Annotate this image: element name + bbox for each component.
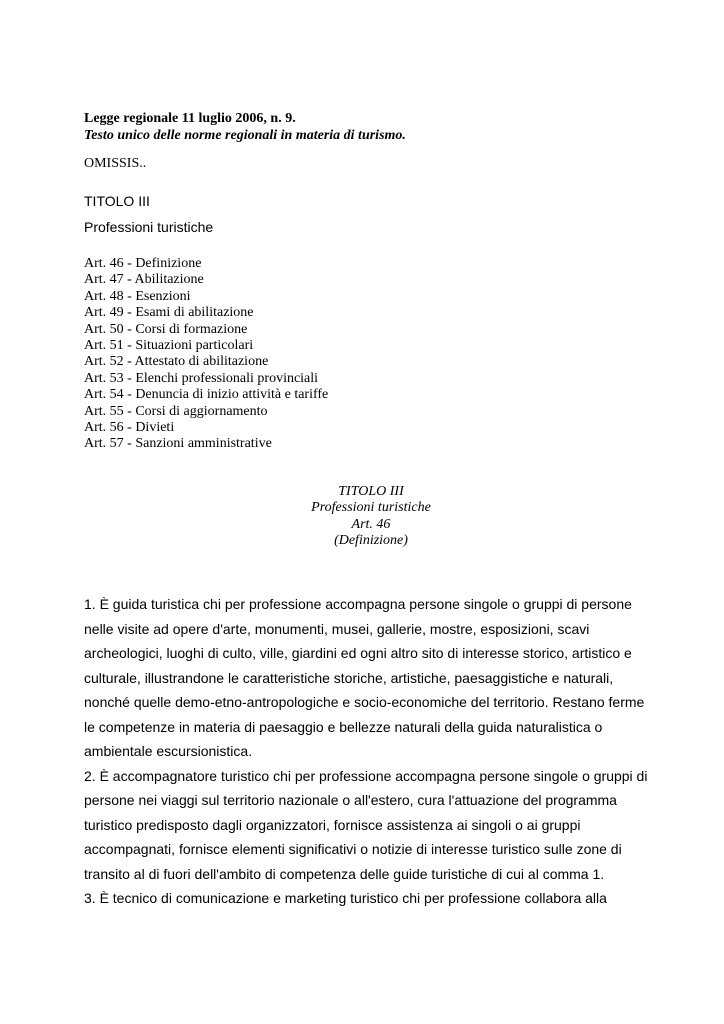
toc-item: Art. 49 - Esami di abilitazione bbox=[84, 305, 254, 321]
body-line: turistico predisposto dagli organizzatori, fornisce assistenza ai singoli o ai gruppi bbox=[84, 816, 581, 833]
body-line: 2. È accompagnatore turistico chi per professione accompagna persone singole o gruppi di bbox=[84, 767, 648, 784]
toc-item: Art. 54 - Denuncia di inizio attività e tariffe bbox=[84, 387, 329, 403]
toc-item: Art. 46 - Definizione bbox=[84, 256, 202, 271]
toc-item: Art. 57 - Sanzioni amministrative bbox=[84, 436, 272, 452]
toc-item: Art. 48 - Esenzioni bbox=[84, 288, 191, 304]
body-line: nonché quelle demo-etno-antropologiche e socio-economiche del territorio. Restano ferme bbox=[84, 694, 645, 710]
toc-item: Art. 56 - Divieti bbox=[84, 419, 175, 435]
toc-item: Art. 47 - Abilitazione bbox=[84, 272, 204, 288]
article-heading-titolo: TITOLO III bbox=[338, 484, 404, 499]
article-heading-caption: (Definizione) bbox=[334, 533, 408, 549]
body-line: archeologici, luoghi di culto, ville, giardini ed ogni altro sito di interesse storico, artistico e bbox=[84, 645, 632, 661]
article-heading-name: Professioni turistiche bbox=[311, 500, 431, 516]
section-title: TITOLO III bbox=[84, 193, 150, 209]
body-line: 1. È guida turistica chi per professione accompagna persone singole o gruppi di persone bbox=[84, 596, 632, 612]
section-name: Professioni turistiche bbox=[84, 219, 214, 235]
article-heading bbox=[0, 484, 724, 550]
law-subtitle: Testo unico delle norme regionali in materia di turismo. bbox=[84, 128, 406, 143]
body-line: le competenze in materia di paesaggio e bellezze naturali della guida naturalistica o bbox=[84, 718, 603, 735]
body-line: culturale, illustrandone le caratteristiche storiche, artistiche, paesaggistiche e naturali, bbox=[84, 669, 614, 686]
body-line: persone nei viaggi sul territorio nazionale o all'estero, cura l'attuazione del programma bbox=[84, 792, 617, 808]
body-line: nelle visite ad opere d'arte, monumenti, musei, gallerie, mostre, esposizioni, scavi bbox=[84, 620, 590, 637]
law-title: Legge regionale 11 luglio 2006, n. 9. bbox=[84, 111, 296, 126]
table-of-contents bbox=[84, 256, 328, 453]
toc-item: Art. 50 - Corsi di formazione bbox=[84, 321, 248, 337]
omissis-note: OMISSIS.. bbox=[84, 156, 147, 171]
toc-item: Art. 55 - Corsi di aggiornamento bbox=[84, 403, 268, 419]
toc-item: Art. 52 - Attestato di abilitazione bbox=[84, 354, 269, 370]
toc-item: Art. 51 - Situazioni particolari bbox=[84, 337, 254, 353]
body-line: 3. È tecnico di comunicazione e marketing turistico chi per professione collabora alla bbox=[84, 890, 607, 906]
body-line: ambientale escursionistica. bbox=[84, 743, 253, 759]
article-body bbox=[84, 592, 664, 911]
toc-item: Art. 53 - Elenchi professionali provinciali bbox=[84, 370, 319, 386]
article-heading-number: Art. 46 bbox=[351, 516, 391, 532]
body-line: accompagnati, fornisce elementi significativi o notizie di interesse turistico sulle zone di bbox=[84, 841, 622, 857]
body-line: transito al di fuori dell'ambito di competenza delle guide turistiche di cui al comma 1. bbox=[84, 865, 605, 882]
